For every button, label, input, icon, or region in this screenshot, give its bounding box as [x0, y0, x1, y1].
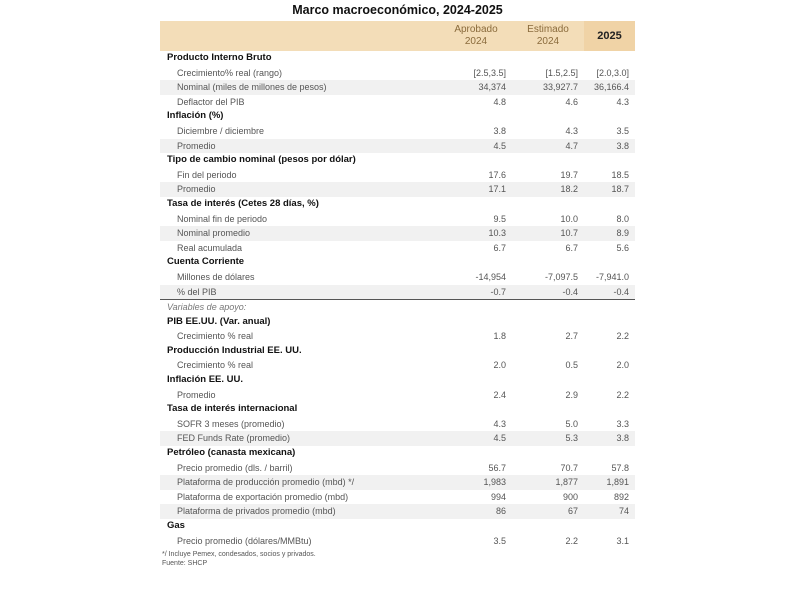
table-row — [160, 95, 635, 110]
row-label: Petróleo (canasta mexicana) — [167, 447, 296, 459]
value-cell: 18.2 — [512, 182, 584, 197]
row-label: Precio promedio (dólares/MMBtu) — [177, 535, 312, 546]
value-cell — [512, 315, 584, 330]
value-cell: -14,954 — [475, 271, 506, 282]
value-cell: 3.8 — [493, 125, 506, 136]
value-cell — [584, 153, 635, 168]
table-row — [160, 212, 635, 227]
section-row — [160, 402, 635, 417]
value-cell — [440, 255, 512, 270]
row-label: Deflactor del PIB — [177, 96, 245, 107]
table-row — [160, 417, 635, 432]
value-cell: -0.7 — [440, 285, 512, 300]
section-row — [160, 344, 635, 359]
value-cell: 1.8 — [493, 331, 506, 342]
value-cell: 4.3 — [493, 418, 506, 429]
row-label: Producto Interno Bruto — [167, 52, 272, 63]
value-cell — [512, 344, 584, 359]
table-row — [160, 241, 635, 256]
value-cell — [512, 519, 584, 534]
value-cell: 3.5 — [616, 125, 629, 136]
value-cell — [512, 197, 584, 212]
row-label: Crecimiento % real — [177, 331, 254, 342]
value-cell — [584, 300, 635, 315]
value-cell: -0.4 — [512, 285, 584, 300]
value-cell — [584, 51, 635, 66]
value-cell: 70.7 — [560, 462, 578, 473]
value-cell: -0.4 — [584, 285, 635, 300]
source-note: Fuente: SHCP — [162, 560, 208, 568]
value-cell: 4.7 — [512, 139, 584, 154]
value-cell — [584, 315, 635, 330]
table-row — [160, 358, 635, 373]
document — [160, 0, 635, 568]
value-cell: 57.8 — [611, 462, 629, 473]
table-title: Marco macroeconómico, 2024-2025 — [292, 3, 503, 17]
row-label: Inflación EE. UU. — [167, 374, 244, 386]
value-cell: 10.0 — [560, 213, 578, 224]
value-cell: 6.7 — [565, 242, 578, 253]
value-cell: 17.6 — [488, 169, 506, 180]
value-cell: 8.0 — [616, 213, 629, 224]
macro-table — [160, 21, 635, 548]
value-cell: 2.4 — [493, 389, 506, 400]
section-row — [160, 197, 635, 212]
value-cell: 18.5 — [611, 169, 629, 180]
row-label: Plataforma de producción promedio (mbd) */ — [160, 475, 440, 490]
table-row — [160, 270, 635, 285]
table-row — [160, 461, 635, 476]
row-label: Promedio — [177, 389, 216, 400]
value-cell: 4.3 — [616, 96, 629, 107]
value-cell: 8.9 — [584, 226, 635, 241]
value-cell: 86 — [440, 504, 512, 519]
section-row — [160, 315, 635, 330]
value-cell: 4.6 — [565, 96, 578, 107]
value-cell — [512, 255, 584, 270]
value-cell — [440, 109, 512, 124]
row-label: % del PIB — [160, 285, 440, 300]
header-blank-cell — [160, 21, 440, 51]
value-cell: -7,097.5 — [544, 271, 578, 282]
value-cell — [584, 197, 635, 212]
value-cell — [584, 519, 635, 534]
value-cell — [440, 446, 512, 461]
value-cell: 1,877 — [512, 475, 584, 490]
value-cell: 17.1 — [440, 182, 512, 197]
note-row — [160, 300, 635, 315]
header-aprobado-2024: Aprobado 2024 — [454, 24, 498, 47]
table-row — [160, 182, 635, 197]
value-cell — [584, 255, 635, 270]
row-label: Crecimiento % real — [177, 360, 254, 371]
row-label: Nominal fin de periodo — [177, 213, 268, 224]
value-cell: 2.9 — [565, 389, 578, 400]
value-cell: 74 — [584, 504, 635, 519]
value-cell: 2.2 — [565, 535, 578, 546]
value-cell — [584, 109, 635, 124]
value-cell — [440, 300, 512, 315]
row-label: Fin del periodo — [177, 169, 237, 180]
table-row — [160, 226, 635, 241]
value-cell — [440, 51, 512, 66]
row-label: Crecimiento% real (rango) — [177, 67, 283, 78]
value-cell — [440, 344, 512, 359]
row-label: Diciembre / diciembre — [177, 125, 265, 136]
value-cell: 994 — [490, 491, 506, 502]
row-label: PIB EE.UU. (Var. anual) — [167, 315, 271, 327]
value-cell — [512, 300, 584, 315]
row-label: Nominal promedio — [160, 226, 440, 241]
table-row — [160, 504, 635, 519]
row-label: Millones de dólares — [177, 271, 255, 282]
row-label: Tipo de cambio nominal (pesos por dólar) — [167, 154, 356, 166]
value-cell — [440, 373, 512, 388]
value-cell — [512, 51, 584, 66]
value-cell — [584, 402, 635, 417]
row-label: Nominal (miles de millones de pesos) — [160, 80, 440, 95]
value-cell: 1,891 — [584, 475, 635, 490]
value-cell: 4.5 — [440, 431, 512, 446]
table-body — [160, 51, 635, 548]
row-label: Tasa de interés internacional — [167, 403, 298, 415]
value-cell — [584, 344, 635, 359]
section-row — [160, 51, 635, 66]
value-cell: 9.5 — [493, 213, 506, 224]
row-label: Plataforma de privados promedio (mbd) — [160, 504, 440, 519]
row-label: Cuenta Corriente — [167, 256, 245, 268]
value-cell — [584, 446, 635, 461]
table-row — [160, 80, 635, 95]
value-cell: 33,927.7 — [512, 80, 584, 95]
value-cell: 3.5 — [493, 535, 506, 546]
value-cell — [512, 373, 584, 388]
value-cell: [2.0,3.0] — [596, 67, 629, 78]
value-cell: 10.3 — [440, 226, 512, 241]
value-cell: 2.0 — [493, 360, 506, 371]
value-cell — [440, 519, 512, 534]
value-cell: 5.3 — [512, 431, 584, 446]
value-cell: 900 — [562, 491, 578, 502]
row-label: Promedio — [160, 182, 440, 197]
value-cell: 6.7 — [493, 242, 506, 253]
table-row — [160, 168, 635, 183]
value-cell: 4.8 — [493, 96, 506, 107]
section-row — [160, 255, 635, 270]
value-cell: 0.5 — [565, 360, 578, 371]
value-cell: 892 — [613, 491, 629, 502]
value-cell — [440, 402, 512, 417]
value-cell: 34,374 — [440, 80, 512, 95]
table-row — [160, 285, 635, 300]
value-cell: 36,166.4 — [584, 80, 635, 95]
row-label: Real acumulada — [177, 242, 243, 253]
table-row — [160, 139, 635, 154]
row-label: Promedio — [160, 139, 440, 154]
value-cell: 67 — [512, 504, 584, 519]
section-row — [160, 153, 635, 168]
value-cell — [512, 109, 584, 124]
value-cell: 2.2 — [616, 389, 629, 400]
value-cell — [512, 402, 584, 417]
table-header-row — [160, 21, 635, 51]
value-cell: 3.8 — [584, 139, 635, 154]
value-cell: -7,941.0 — [595, 271, 629, 282]
value-cell: 18.7 — [584, 182, 635, 197]
value-cell — [440, 153, 512, 168]
value-cell: 10.7 — [512, 226, 584, 241]
header-2025: 2025 — [584, 21, 635, 51]
value-cell — [440, 315, 512, 330]
value-cell: 2.0 — [616, 360, 629, 371]
row-label: Precio promedio (dls. / barril) — [177, 462, 293, 473]
row-label: FED Funds Rate (promedio) — [160, 431, 440, 446]
section-row — [160, 373, 635, 388]
table-row — [160, 124, 635, 139]
row-label: Gas — [167, 520, 185, 531]
value-cell: 3.8 — [584, 431, 635, 446]
value-cell: 2.2 — [616, 331, 629, 342]
row-label: SOFR 3 meses (promedio) — [177, 418, 285, 429]
table-row — [160, 431, 635, 446]
row-label: Variables de apoyo: — [160, 300, 440, 315]
footnote: */ Incluye Pemex, condesados, socios y privados. — [162, 551, 316, 559]
section-row — [160, 519, 635, 534]
row-label: Producción Industrial EE. UU. — [167, 344, 302, 356]
section-row — [160, 446, 635, 461]
row-label: Tasa de interés (Cetes 28 días, %) — [167, 197, 319, 209]
value-cell: 5.6 — [616, 242, 629, 253]
row-label: Plataforma de exportación promedio (mbd) — [177, 491, 349, 502]
value-cell: 19.7 — [560, 169, 578, 180]
value-cell: [2.5,3.5] — [473, 67, 506, 78]
value-cell: 56.7 — [488, 462, 506, 473]
value-cell: 5.0 — [565, 418, 578, 429]
value-cell: 4.3 — [565, 125, 578, 136]
value-cell — [512, 153, 584, 168]
value-cell: 3.3 — [616, 418, 629, 429]
table-row — [160, 534, 635, 549]
value-cell — [512, 446, 584, 461]
table-row — [160, 388, 635, 403]
value-cell — [584, 373, 635, 388]
value-cell: 2.7 — [565, 331, 578, 342]
value-cell: 4.5 — [440, 139, 512, 154]
value-cell: 1,983 — [440, 475, 512, 490]
section-row — [160, 109, 635, 124]
value-cell: 3.1 — [616, 535, 629, 546]
value-cell: [1.5,2.5] — [545, 67, 578, 78]
header-estimado-2024: Estimado 2024 — [527, 24, 569, 47]
table-row — [160, 475, 635, 490]
table-row — [160, 490, 635, 505]
table-footer — [160, 550, 635, 568]
row-label: Inflación (%) — [167, 110, 224, 122]
table-row — [160, 66, 635, 81]
value-cell — [440, 197, 512, 212]
table-row — [160, 329, 635, 344]
